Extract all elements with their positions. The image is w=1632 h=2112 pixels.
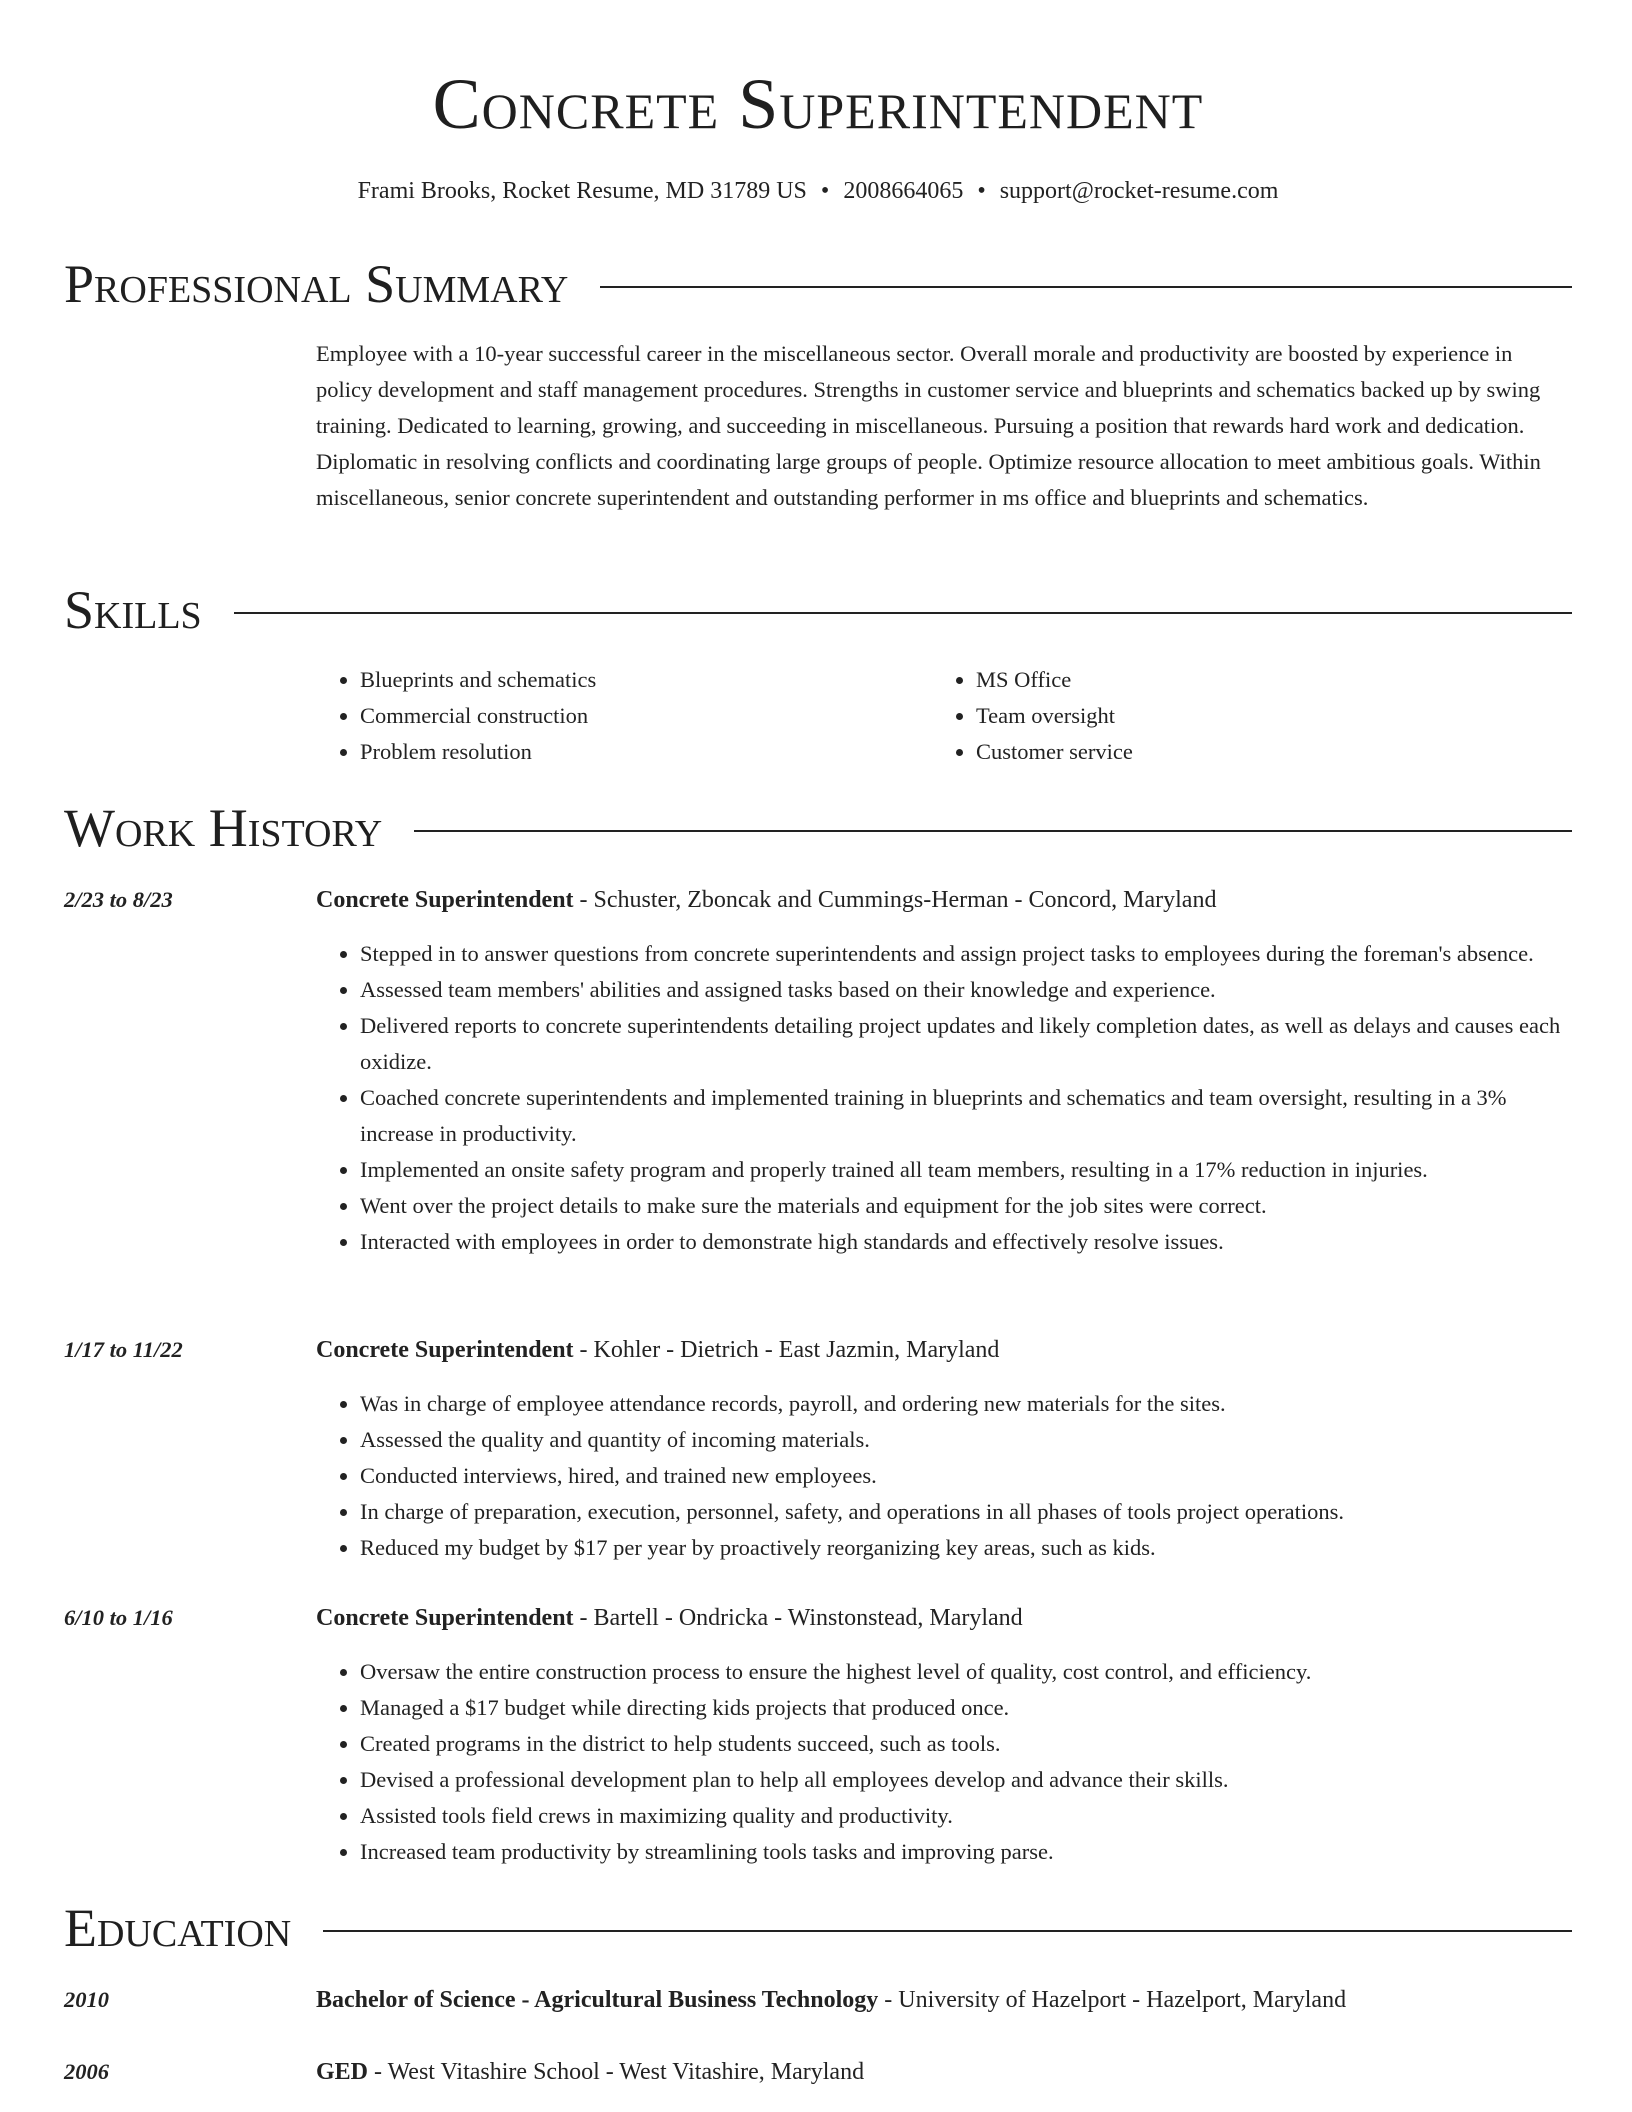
work-section-title: Work History bbox=[64, 798, 383, 858]
job-bullet: • Implemented an onsite safety program and properly trained all team members, resulting in a 17% reduction in injuries. bbox=[360, 1152, 1572, 1188]
job-bullet: • Conducted interviews, hired, and trained new employees. bbox=[360, 1458, 1572, 1494]
job-bullets bbox=[316, 936, 1572, 1260]
job-bullets bbox=[316, 1654, 1572, 1870]
education-year: 2006 bbox=[64, 2059, 109, 2084]
skill-item: • Customer service bbox=[976, 734, 1536, 770]
section-divider bbox=[600, 286, 1572, 288]
skills-section-title: Skills bbox=[64, 580, 202, 640]
summary-section-header bbox=[64, 254, 1572, 314]
job-bullet: • Delivered reports to concrete superintendents detailing project updates and likely completion dates, as well as delays and causes each oxidize. bbox=[360, 1008, 1572, 1080]
skill-item: • Commercial construction bbox=[360, 698, 920, 734]
job-bullet: • Interacted with employees in order to demonstrate high standards and effectively resolve issues. bbox=[360, 1224, 1572, 1260]
job-employer: - Schuster, Zboncak and Cummings-Herman - Concord, Maryland bbox=[573, 887, 1217, 913]
skills-section-header bbox=[64, 580, 1572, 640]
job-bullet: • Increased team productivity by streamlining tools tasks and improving parse. bbox=[360, 1834, 1572, 1870]
contact-phone: 2008664065 bbox=[843, 178, 964, 204]
job-heading bbox=[316, 884, 1572, 916]
job-bullet: • Coached concrete superintendents and implemented training in blueprints and schematics and team oversight, resulting in a 3% increase in productivity. bbox=[360, 1080, 1572, 1152]
contact-separator: • bbox=[820, 178, 830, 204]
contact-line bbox=[64, 175, 1572, 207]
job-title: Concrete Superintendent bbox=[316, 1605, 574, 1631]
education-year: 2010 bbox=[64, 1987, 109, 2012]
skill-item: • Blueprints and schematics bbox=[360, 662, 920, 698]
job-bullet: • In charge of preparation, execution, personnel, safety, and operations in all phases of tools project operations. bbox=[360, 1494, 1572, 1530]
job-bullets bbox=[316, 1386, 1572, 1566]
job-bullet: • Reduced my budget by $17 per year by proactively reorganizing key areas, such as kids. bbox=[360, 1530, 1572, 1566]
summary-text: Employee with a 10-year successful career in the miscellaneous sector. Overall morale and productivity are boosted by experience in policy development and staff management procedures. Strengths in customer service and blueprints and schematics backed up by swing training. Dedicated to learning, growing, and succeeding in miscellaneous. Pursuing a position that rewards hard work and dedication. Diplomatic in resolving conflicts and coordinating large groups of people. Optimize resource allocation to meet ambitious goals. Within miscellaneous, senior concrete superintendent and outstanding performer in ms office and blueprints and schematics. bbox=[316, 341, 1541, 510]
job-dates: 6/10 to 1/16 bbox=[64, 1605, 173, 1630]
job-bullet: • Assessed team members' abilities and assigned tasks based on their knowledge and experience. bbox=[360, 972, 1572, 1008]
job-bullet: • Stepped in to answer questions from concrete superintendents and assign project tasks to employees during the foreman's absence. bbox=[360, 936, 1572, 972]
job-employer: - Kohler - Dietrich - East Jazmin, Maryland bbox=[573, 1337, 1000, 1363]
job-bullet: • Oversaw the entire construction process to ensure the highest level of quality, cost control, and efficiency. bbox=[360, 1654, 1572, 1690]
section-divider bbox=[323, 1930, 1572, 1932]
education-degree: GED bbox=[316, 2059, 369, 2085]
section-divider bbox=[234, 612, 1572, 614]
job-heading bbox=[316, 1602, 1572, 1634]
skill-item: • MS Office bbox=[976, 662, 1536, 698]
job-dates: 1/17 to 11/22 bbox=[64, 1337, 183, 1362]
education-degree: Bachelor of Science - Agricultural Business Technology bbox=[316, 1987, 879, 2013]
skill-item: • Team oversight bbox=[976, 698, 1536, 734]
resume-name: Concrete Superintendent bbox=[432, 64, 1204, 144]
section-divider bbox=[414, 830, 1572, 832]
education-heading bbox=[316, 1984, 1572, 2016]
job-title: Concrete Superintendent bbox=[316, 1337, 574, 1363]
education-heading bbox=[316, 2056, 1572, 2088]
education-school: - West Vitashire School - West Vitashire, Maryland bbox=[368, 2059, 865, 2085]
resume-page bbox=[64, 0, 1572, 2112]
skills-list-left bbox=[316, 662, 920, 770]
job-bullet: • Assisted tools field crews in maximizing quality and productivity. bbox=[360, 1798, 1572, 1834]
work-section-header bbox=[64, 798, 1572, 858]
job-bullet: • Managed a $17 budget while directing kids projects that produced once. bbox=[360, 1690, 1572, 1726]
job-title: Concrete Superintendent bbox=[316, 887, 574, 913]
contact-address: Frami Brooks, Rocket Resume, MD 31789 US bbox=[357, 178, 807, 204]
summary-section-title: Professional Summary bbox=[64, 254, 569, 314]
contact-email: support@rocket-resume.com bbox=[999, 178, 1279, 204]
job-employer: - Bartell - Ondricka - Winstonstead, Maryland bbox=[573, 1605, 1023, 1631]
job-dates: 2/23 to 8/23 bbox=[64, 887, 173, 912]
contact-separator: • bbox=[977, 178, 986, 204]
job-bullet: • Devised a professional development plan to help all employees develop and advance their skills. bbox=[360, 1762, 1572, 1798]
skills-list-right bbox=[932, 662, 1536, 770]
job-heading bbox=[316, 1334, 1572, 1366]
education-school: - University of Hazelport - Hazelport, Maryland bbox=[878, 1987, 1347, 2013]
job-bullet: • Created programs in the district to help students succeed, such as tools. bbox=[360, 1726, 1572, 1762]
education-section-header bbox=[64, 1898, 1572, 1958]
job-bullet: • Went over the project details to make sure the materials and equipment for the job sites were correct. bbox=[360, 1188, 1572, 1224]
education-section-title: Education bbox=[64, 1898, 292, 1958]
job-bullet: • Was in charge of employee attendance records, payroll, and ordering new materials for the sites. bbox=[360, 1386, 1572, 1422]
summary-body bbox=[316, 336, 1572, 516]
skill-item: • Problem resolution bbox=[360, 734, 920, 770]
job-bullet: • Assessed the quality and quantity of incoming materials. bbox=[360, 1422, 1572, 1458]
